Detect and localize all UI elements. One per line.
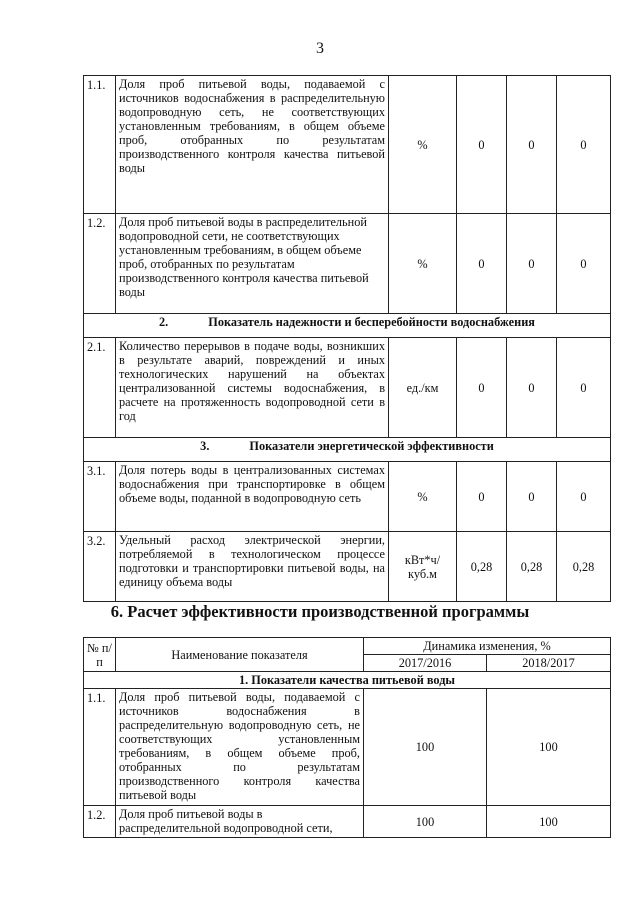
row-number: 3.1. [84,462,116,532]
section-row [84,438,611,462]
value: 0 [507,76,557,214]
value: 0 [457,338,507,438]
header-dynamics: Динамика изменения, % [364,638,611,655]
value: 0 [457,76,507,214]
value: 0 [557,214,611,314]
row-number: 1.2. [84,806,116,838]
value: 100 [364,806,487,838]
table-row [84,806,611,838]
value: 100 [487,806,611,838]
row-number: 1.1. [84,76,116,214]
section-title: Показатели энергетической эффективности [249,439,494,453]
table-row [84,532,611,602]
indicator-name: Доля проб питьевой воды, подаваемой с источников водоснабжения в распределительную водопроводную сеть, не соответствующих установленным требованиям, в общем объеме проб, отобранных по результатам производственного контроля качества питьевой воды [116,76,389,214]
row-number: 3.2. [84,532,116,602]
table-row [84,462,611,532]
indicator-name: Удельный расход электрической энергии, потребляемой в технологическом процессе подготовки и транспортировки питьевой воды, на единицу объема воды [116,532,389,602]
header-row [84,638,611,655]
unit: кВт*ч/ куб.м [389,532,457,602]
value: 0,28 [507,532,557,602]
page-number: 3 [316,40,324,57]
unit: ед./км [389,338,457,438]
value: 0 [507,338,557,438]
section-row [84,314,611,338]
value: 0,28 [557,532,611,602]
table-row [84,76,611,214]
unit: % [389,76,457,214]
value: 100 [364,689,487,806]
value: 0 [557,76,611,214]
table-row [84,214,611,314]
efficiency-table [83,637,611,838]
value: 0 [507,214,557,314]
value: 100 [487,689,611,806]
section-number: 3. [200,439,210,453]
table-row [84,338,611,438]
section-heading: 6. Расчет эффективности производственной программы [110,602,530,621]
row-number: 2.1. [84,338,116,438]
value: 0 [557,462,611,532]
unit: % [389,214,457,314]
value: 0 [457,462,507,532]
header-name: Наименование показателя [116,638,364,672]
indicators-table [83,75,611,602]
header-period: 2018/2017 [487,655,611,672]
section-number: 2. [159,315,169,329]
value: 0 [457,214,507,314]
indicator-name: Доля проб питьевой воды, подаваемой с источников водоснабжения в распределительную водопроводную сеть, не соответствующих установленным требованиям, в общем объеме проб, отобранных по результатам производственного контроля качества питьевой воды [116,689,364,806]
table-row [84,689,611,806]
section-title: 1. Показатели качества питьевой воды [84,672,611,689]
indicator-name: Доля проб питьевой воды в распределительной водопроводной сети, [116,806,364,838]
indicator-name: Доля проб питьевой воды в распределительной водопроводной сети, не соответствующих установленным требованиям, в общем объеме проб, отобранных по результатам производственного контроля качества питьевой воды [116,214,389,314]
section-title: Показатель надежности и бесперебойности водоснабжения [208,315,535,329]
header-period: 2017/2016 [364,655,487,672]
value: 0,28 [457,532,507,602]
value: 0 [507,462,557,532]
indicator-name: Количество перерывов в подаче воды, возникших в результате аварий, повреждений и иных технологических нарушений на объектах централизованной системы водоснабжения, в расчете на протяженность водопроводной сети в год [116,338,389,438]
value: 0 [557,338,611,438]
header-number: № п/п [84,638,116,672]
row-number: 1.2. [84,214,116,314]
row-number: 1.1. [84,689,116,806]
section-row [84,672,611,689]
unit: % [389,462,457,532]
indicator-name: Доля потерь воды в централизованных системах водоснабжения при транспортировке в общем объеме воды, поданной в водопроводную сеть [116,462,389,532]
